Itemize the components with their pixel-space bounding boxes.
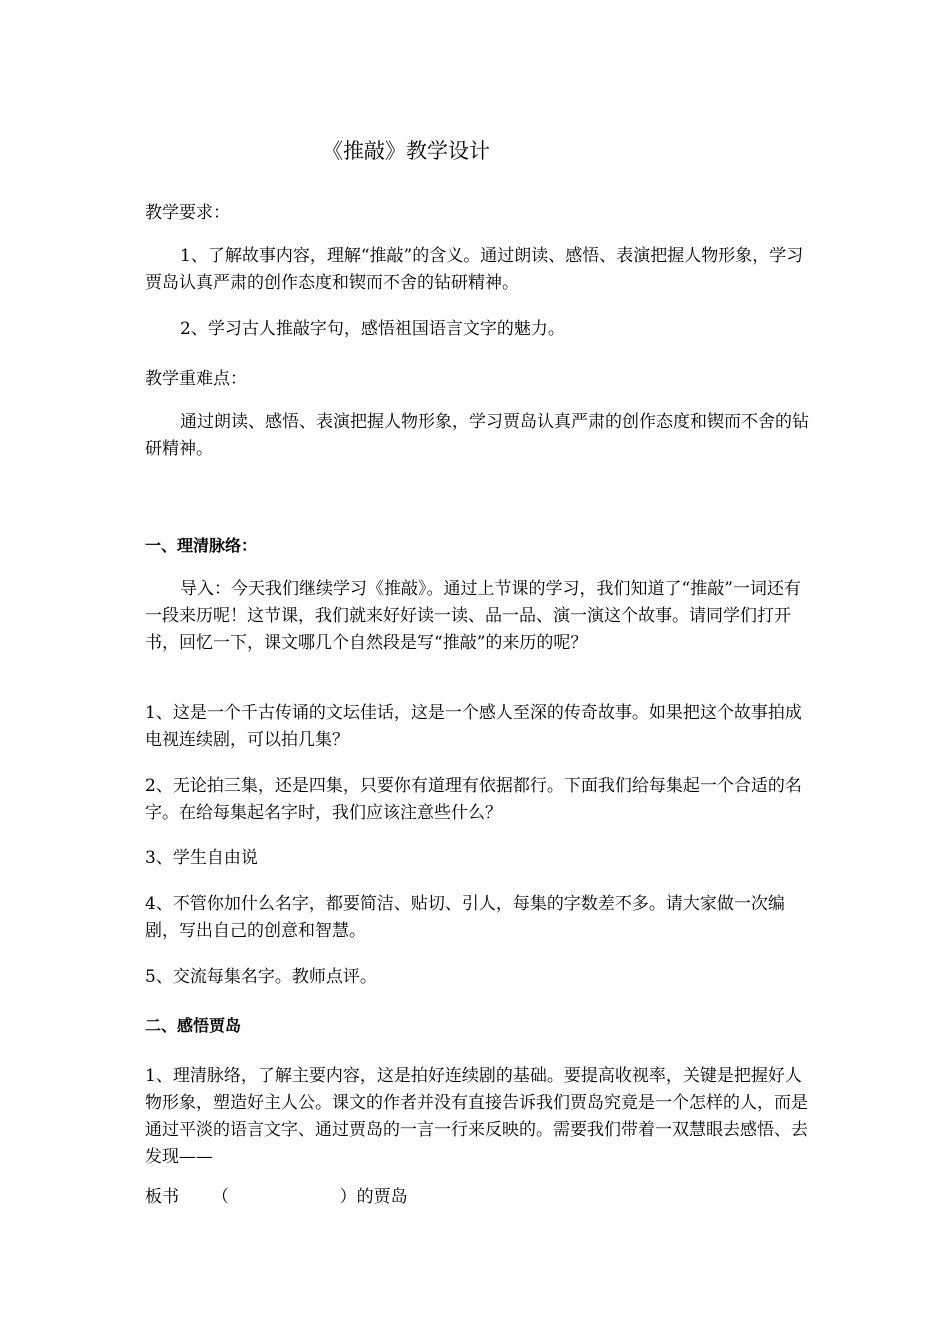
keypoints-label: 教学重难点： — [145, 369, 247, 389]
document-title: 《推敲》教学设计 — [322, 139, 490, 163]
requirement-item-1: 1、了解故事内容，理解“推敲”的含义。通过朗读、感悟、表演把握人物形象，学习贾岛认真严肃的创作态度和锲而不舍的钻研精神。 — [145, 246, 804, 293]
section2-item-1: 1、理清脉络，了解主要内容，这是拍好连续剧的基础。要提高收视率，关键是把握好人物形象，塑造好主人公。课文的作者并没有直接告诉我们贾岛究竟是一个怎样的人，而是通过平淡的语言文字、通过贾岛的一言一行来反映的。需要我们带着一双慧眼去感悟、去发现—— — [145, 1066, 808, 1167]
section1-heading: 一、理清脉络： — [145, 536, 258, 555]
board-suffix: ）的贾岛 — [339, 1187, 408, 1207]
keypoints-text: 通过朗读、感悟、表演把握人物形象，学习贾岛认真严肃的创作态度和锲而不舍的钻研精神。 — [145, 412, 809, 459]
section2-heading: 二、感悟贾岛 — [145, 1016, 242, 1035]
board-open-paren: （ — [211, 1187, 229, 1207]
section1-item-4: 4、不管你加什么名字，都要简洁、贴切、引人，每集的字数差不多。请大家做一次编剧，写出自己的创意和智慧。 — [145, 894, 785, 941]
requirement-item-2: 2、学习古人推敲字句，感悟祖国语言文字的魅力。 — [180, 319, 565, 339]
blackboard-line — [145, 1184, 408, 1211]
board-label: 板书 — [145, 1187, 179, 1207]
requirements-label: 教学要求： — [145, 203, 230, 223]
section1-intro: 导入：今天我们继续学习《推敲》。通过上节课的学习，我们知道了“推敲”一词还有一段来历呢！这节课，我们就来好好读一读、品一品、演一演这个故事。请同学们打开书，回忆一下，课文哪几个自然段是写“推敲”的来历的呢？ — [145, 579, 801, 653]
section1-item-1: 1、这是一个千古传诵的文坛佳话，这是一个感人至深的传奇故事。如果把这个故事拍成电视连续剧，可以拍几集？ — [145, 703, 802, 750]
section1-item-3: 3、学生自由说 — [145, 848, 258, 868]
section1-item-5: 5、交流每集名字。教师点评。 — [145, 967, 377, 987]
section1-item-2: 2、无论拍三集，还是四集，只要你有道理有依据都行。下面我们给每集起一个合适的名字。在给每集起名字时，我们应该注意些什么？ — [145, 776, 802, 823]
